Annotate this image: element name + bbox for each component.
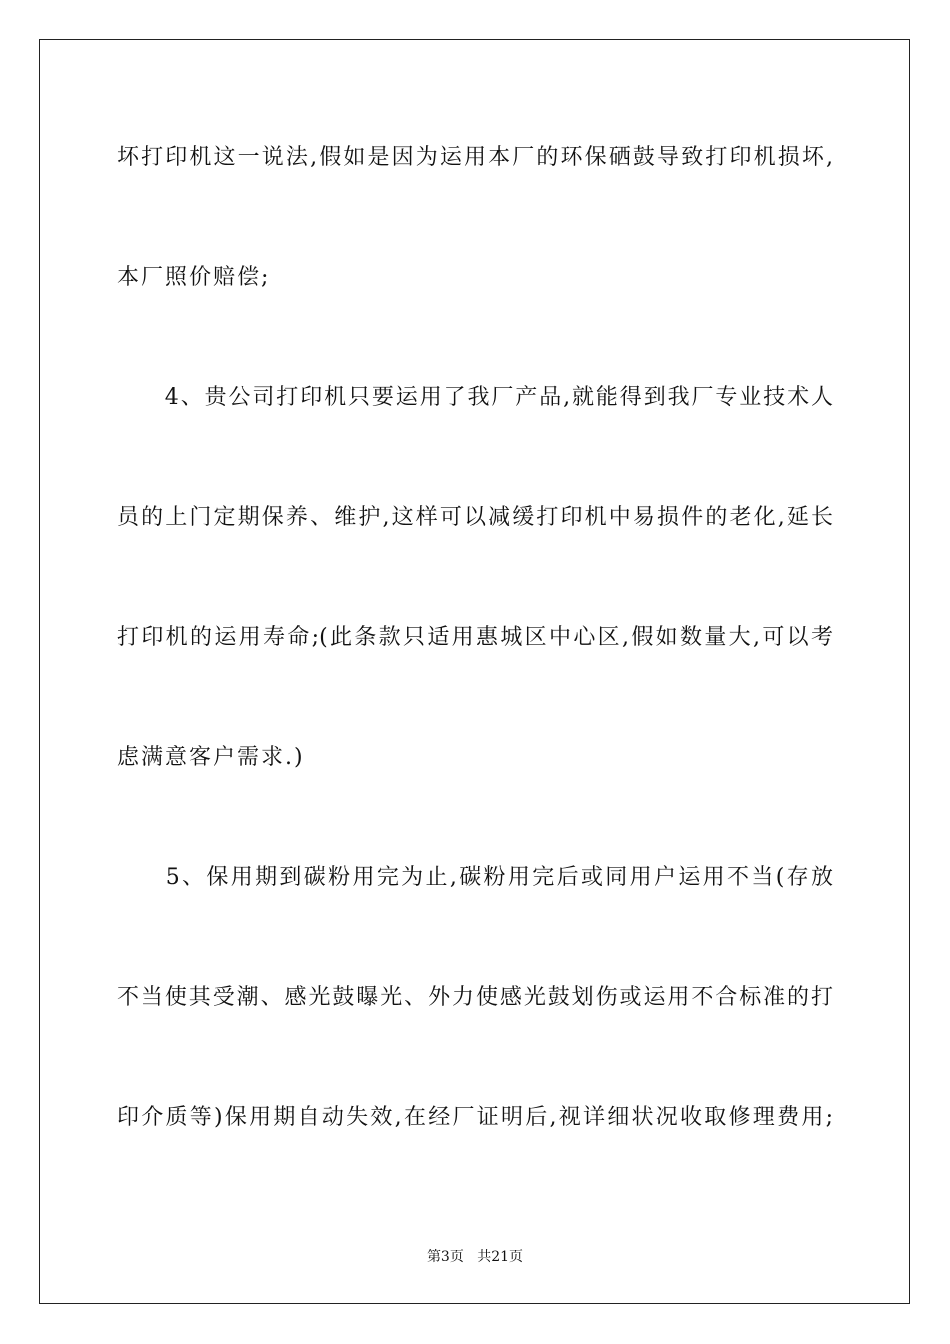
paragraph-line: 印介质等)保用期自动失效,在经厂证明后,视详细状况收取修理费用;	[117, 1105, 833, 1130]
paragraph-line: 不当使其受潮、感光鼓曝光、外力使感光鼓划伤或运用不合标准的打	[117, 985, 833, 1010]
paragraph-line: 5、保用期到碳粉用完为止,碳粉用完后或同用户运用不当(存放	[117, 865, 833, 890]
paragraph-line: 打印机的运用寿命;(此条款只适用惠城区中心区,假如数量大,可以考	[117, 625, 833, 650]
page-total: 共21页	[477, 1249, 524, 1265]
page-number: 第3页	[426, 1249, 464, 1265]
paragraph-line: 坏打印机这一说法,假如是因为运用本厂的环保硒鼓导致打印机损坏,	[117, 145, 833, 170]
paragraph-line: 4、贵公司打印机只要运用了我厂产品,就能得到我厂专业技术人	[117, 385, 833, 410]
paragraph-line: 本厂照价赔偿;	[117, 265, 271, 290]
paragraph-line: 员的上门定期保养、维护,这样可以减缓打印机中易损件的老化,延长	[117, 505, 833, 530]
page-footer	[0, 1248, 950, 1266]
paragraph-line: 虑满意客户需求.)	[117, 745, 305, 770]
